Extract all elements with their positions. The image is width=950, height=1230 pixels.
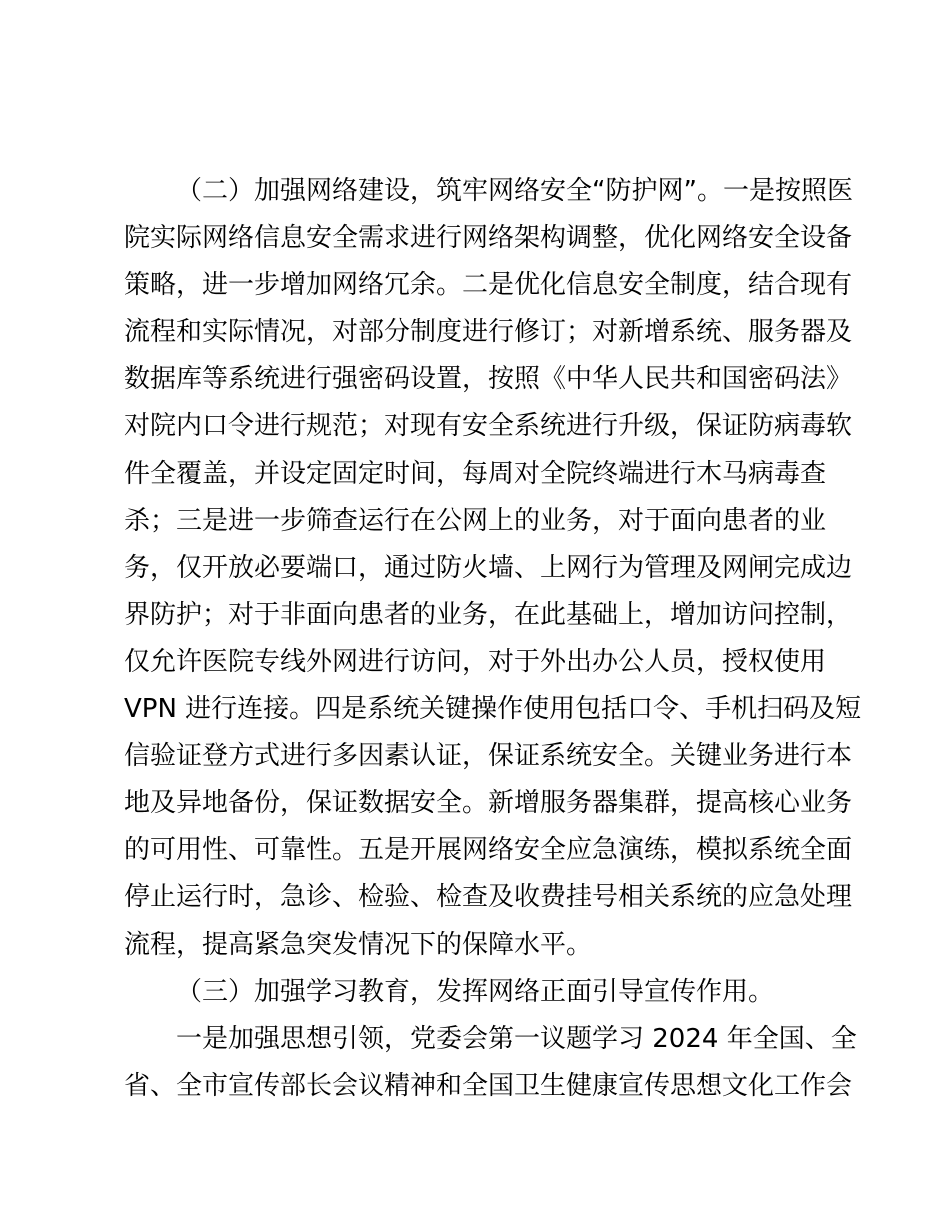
text-line: 的可用性、可靠性。五是开展网络安全应急演练，模拟系统全面 bbox=[124, 835, 853, 866]
text-line: 停止运行时，急诊、检验、检查及收费挂号相关系统的应急处理 bbox=[124, 882, 853, 913]
paragraph-start: 一是加强思想引领，党委会第一议题学习 2024 年全国、全 bbox=[176, 1023, 857, 1054]
text-line: 策略，进一步增加网络冗余。二是优化信息安全制度，结合现有 bbox=[124, 270, 853, 301]
text-line: 院实际网络信息安全需求进行网络架构调整，优化网络安全设备 bbox=[124, 223, 853, 254]
document-body bbox=[124, 168, 862, 1110]
text-line: 杀；三是进一步筛查运行在公网上的业务，对于面向患者的业 bbox=[124, 505, 827, 536]
text-line: 省、全市宣传部长会议精神和全国卫生健康宣传思想文化工作会 bbox=[124, 1070, 853, 1101]
text-line: VPN 进行连接。四是系统关键操作使用包括口令、手机扫码及短 bbox=[124, 694, 862, 725]
text-line: 界防护；对于非面向患者的业务，在此基础上，增加访问控制， bbox=[124, 599, 853, 630]
text-line: 仅允许医院专线外网进行访问，对于外出办公人员，授权使用 bbox=[124, 646, 827, 677]
paragraph-heading-3: （三）加强学习教育，发挥网络正面引导宣传作用。 bbox=[176, 976, 775, 1007]
text-line: 地及异地备份，保证数据安全。新增服务器集群，提高核心业务 bbox=[124, 788, 853, 819]
text-line: 对院内口令进行规范；对现有安全系统进行升级，保证防病毒软 bbox=[124, 411, 853, 442]
text-line: 流程和实际情况，对部分制度进行修订；对新增系统、服务器及 bbox=[124, 317, 853, 348]
text-line: 件全覆盖，并设定固定时间，每周对全院终端进行木马病毒查 bbox=[124, 458, 827, 489]
text-line: 务，仅开放必要端口，通过防火墙、上网行为管理及网闸完成边 bbox=[124, 552, 853, 583]
paragraph-heading-2: （二）加强网络建设，筑牢网络安全“防护网”。一是按照医 bbox=[176, 176, 853, 206]
text-line: 流程，提高紧急突发情况下的保障水平。 bbox=[124, 929, 593, 960]
text-line: 信验证登方式进行多因素认证，保证系统安全。关键业务进行本 bbox=[124, 741, 853, 772]
text-line: 数据库等系统进行强密码设置，按照《中华人民共和国密码法》 bbox=[124, 364, 853, 395]
